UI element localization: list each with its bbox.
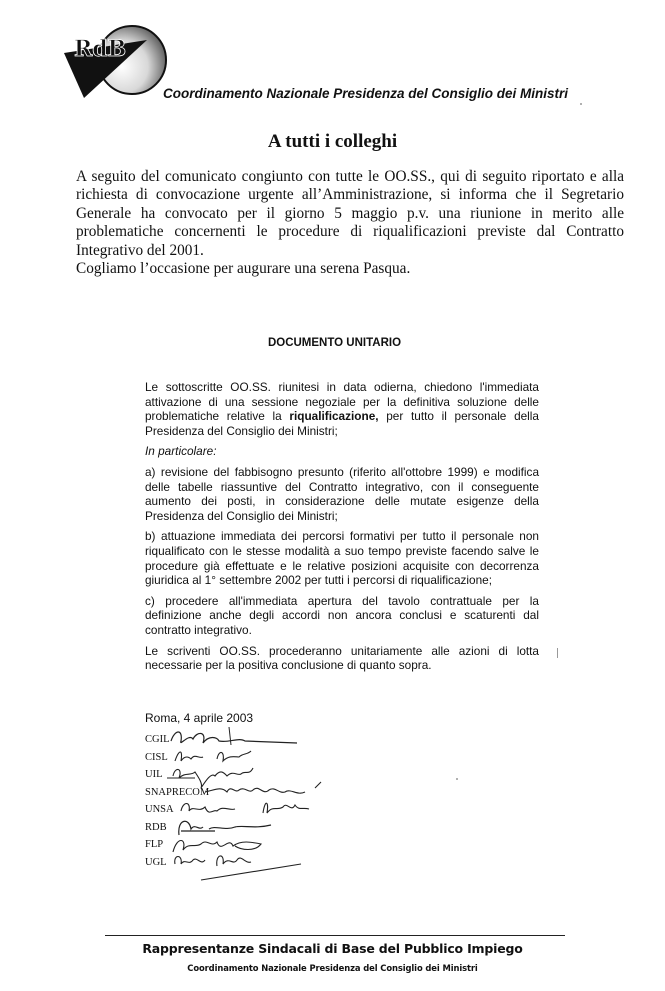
rdb-logo-icon — [62, 20, 172, 100]
footer-subtitle: Coordinamento Nazionale Presidenza del Consiglio dei Ministri — [187, 963, 478, 973]
union-label: CISL — [145, 751, 168, 763]
union-label: UNSA — [145, 804, 174, 815]
svg-text:RdB: RdB — [74, 36, 127, 62]
union-label: SNAPRECOM — [145, 786, 210, 798]
union-label: FLP — [145, 839, 164, 850]
signatures-block — [145, 731, 209, 871]
footer-divider — [105, 935, 565, 936]
document-title: DOCUMENTO UNITARIO — [267, 337, 402, 349]
scan-speck — [557, 648, 558, 658]
rdb-logo — [62, 20, 172, 100]
point-b: b) attuazione immediata dei percorsi formativi per tutto il personale non riqualificato con le stesse modalità a suo tempo previste facendo salve le procedure già effettuate e le relative posizioni acquisite con decorrenza giuridica al 1° settembre 2002 per tutti i percorsi di riqualificazione; — [145, 529, 539, 588]
keyword-riqualificazione: riqualificazione, — [289, 409, 379, 424]
point-a: a) revisione del fabbisogno presunto (riferito all'ottobre 1999) e modifica delle tabelle riassuntive del Contratto integrativo, con il conseguente aumento dei posti, in considerazione delle mutate esigenze della Presidenza del Consiglio dei Ministri; — [145, 464, 539, 523]
union-label: CGIL — [145, 734, 170, 745]
intro-greeting: Cogliamo l’occasione per augurare una serena Pasqua. — [76, 260, 411, 278]
signature-row — [145, 854, 209, 872]
signature-row — [145, 766, 209, 784]
place-date: Roma, 4 aprile 2003 — [145, 711, 254, 725]
footer-organization: Rappresentanze Sindacali di Base del Pubblico Impiego — [142, 941, 523, 956]
scan-speck — [456, 778, 458, 780]
page-title: A tutti i colleghi — [267, 131, 398, 152]
header-organization: Coordinamento Nazionale Presidenza del Consiglio dei Ministri — [163, 86, 569, 101]
union-label: RDB — [145, 821, 167, 833]
unitary-document-body — [145, 380, 539, 679]
in-particular-label: In particolare: — [145, 444, 217, 459]
union-label: UIL — [145, 769, 163, 780]
point-c: c) procedere all'immediata apertura del tavolo contrattuale per la definizione anche degli accordi non ancora conclusi e scaturenti dal contratto integrativo. — [145, 593, 539, 637]
intro-text — [76, 168, 624, 278]
scan-speck — [580, 103, 582, 105]
opening-paragraph: Le sottoscritte OO.SS. riunitesi in data odierna, chiedono l'immediata attivazione di una sessione negoziale per la definitiva soluzione delle problematiche relative la riqualificazione, per tutto il personale della Presidenza del Consiglio dei Ministri; — [145, 380, 539, 438]
closing-paragraph: Le scriventi OO.SS. procederanno unitariamente alle azioni di lotta necessarie per la positiva conclusione di quanto sopra. — [145, 643, 539, 673]
intro-paragraph: A seguito del comunicato congiunto con tutte le OO.SS., qui di seguito riportato e alla richiesta di convocazione urgente all’Amministrazione, si informa che il Segretario Generale ha convocato per il giorno 5 maggio p.v. una riunione in merito alle problematiche concernenti le procedure di riqualificazioni previste dal Contratto Integrativo del 2001. — [76, 168, 624, 259]
handwritten-signature-icon — [171, 850, 311, 884]
union-label: UGL — [145, 856, 167, 868]
